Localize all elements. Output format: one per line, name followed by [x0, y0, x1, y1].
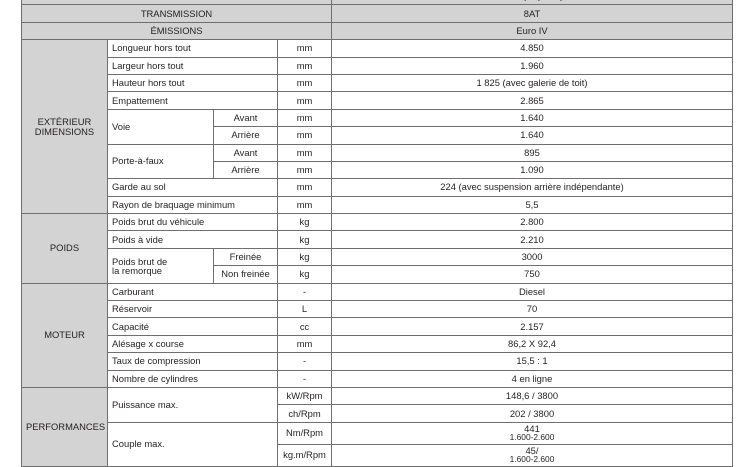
row-unit: kg: [278, 214, 332, 231]
row-unit: mm: [278, 179, 332, 196]
row-label: Carburant: [108, 283, 278, 300]
row-sublabel: Arrière: [214, 127, 278, 144]
row-label: Garde au sol: [108, 179, 278, 196]
row-unit: mm: [278, 196, 332, 213]
table-row: [22, 283, 733, 300]
row-value: 148,6 / 3800: [332, 387, 733, 404]
row-unit: L: [278, 301, 332, 318]
row-sublabel: Avant: [214, 109, 278, 126]
row-unit: mm: [278, 161, 332, 178]
specifications-table: [21, 0, 733, 467]
row-value-couple-nm: [332, 422, 733, 444]
row-unit: mm: [278, 109, 332, 126]
row-value: 2.157: [332, 318, 733, 335]
row-value: 1.640: [332, 109, 733, 126]
row-value: 3000: [332, 248, 733, 265]
row-label: Couple max.: [108, 422, 278, 466]
row-unit: -: [278, 283, 332, 300]
row-value: 4.850: [332, 40, 733, 57]
table-row: [22, 370, 733, 387]
row-unit: kW/Rpm: [278, 387, 332, 404]
row-label: Voie: [108, 109, 214, 144]
row-value: 5,5: [332, 196, 733, 213]
row-unit: ch/Rpm: [278, 405, 332, 422]
row-value: 2.800: [332, 214, 733, 231]
section-exterieur-dimensions: EXTÉRIEUR DIMENSIONS: [22, 40, 108, 214]
row-unit: mm: [278, 57, 332, 74]
row-label: Réservoir: [108, 301, 278, 318]
table-row: [22, 109, 733, 126]
row-unit: kg: [278, 266, 332, 283]
row-value: 1 825 (avec galerie de toit): [332, 74, 733, 91]
row-label: Rayon de braquage minimum: [108, 196, 278, 213]
value-line: 45/: [525, 445, 539, 457]
transmission-value: 8AT: [332, 5, 733, 22]
table-row: [22, 422, 733, 444]
row-unit: -: [278, 370, 332, 387]
row-label: Capacité: [108, 318, 278, 335]
row-unit: Nm/Rpm: [278, 422, 332, 444]
table-row: [22, 196, 733, 213]
row-value: 86,2 X 92,4: [332, 335, 733, 352]
table-row: [22, 57, 733, 74]
row-unit: mm: [278, 144, 332, 161]
row-unit: kg: [278, 231, 332, 248]
table-row: [22, 387, 733, 404]
value-line: 1.600-2.600: [509, 454, 555, 465]
row-value: 750: [332, 266, 733, 283]
row-label: Porte-à-faux: [108, 144, 214, 179]
row-label: Puissance max.: [108, 387, 278, 422]
row-unit: kg.m/Rpm: [278, 444, 332, 466]
section-performances: PERFORMANCES: [22, 387, 108, 466]
emissions-value: Euro IV: [332, 22, 733, 39]
table-row: [22, 74, 733, 91]
row-value: 2.865: [332, 92, 733, 109]
table-row: [22, 40, 733, 57]
row-unit: mm: [278, 40, 332, 57]
emissions-label: ÉMISSIONS: [22, 22, 332, 39]
row-label: Alésage x course: [108, 335, 278, 352]
row-label: Hauteur hors tout: [108, 74, 278, 91]
transmission-label: TRANSMISSION: [22, 5, 332, 22]
row-label: Largeur hors tout: [108, 57, 278, 74]
table-row: [22, 214, 733, 231]
row-unit: mm: [278, 92, 332, 109]
row-value: 70: [332, 301, 733, 318]
row-value: 895: [332, 144, 733, 161]
row-label-line: la remorque: [112, 264, 163, 276]
row-label-remorque: [108, 248, 214, 283]
table-row: [22, 5, 733, 22]
row-sublabel: Avant: [214, 144, 278, 161]
row-value: 15,5 : 1: [332, 353, 733, 370]
row-value: Diesel: [332, 283, 733, 300]
row-unit: cc: [278, 318, 332, 335]
row-label: Nombre de cylindres: [108, 370, 278, 387]
row-label: Taux de compression: [108, 353, 278, 370]
row-value: 4 en ligne: [332, 370, 733, 387]
value-line: 441: [524, 423, 540, 435]
row-value: 2.210: [332, 231, 733, 248]
row-value: 1.960: [332, 57, 733, 74]
row-unit: kg: [278, 248, 332, 265]
row-unit: mm: [278, 74, 332, 91]
row-label: Poids brut du véhicule: [108, 214, 278, 231]
row-value: 1.640: [332, 127, 733, 144]
table-row: [22, 22, 733, 39]
row-value: 1.090: [332, 161, 733, 178]
row-sublabel: Arrière: [214, 161, 278, 178]
row-sublabel: Freinée: [214, 248, 278, 265]
section-poids: POIDS: [22, 214, 108, 284]
table-row: [22, 92, 733, 109]
table-row: [22, 231, 733, 248]
row-value: 202 / 3800: [332, 405, 733, 422]
table-row: [22, 144, 733, 161]
table-row: [22, 248, 733, 265]
row-sublabel: Non freinée: [214, 266, 278, 283]
row-label: Longueur hors tout: [108, 40, 278, 57]
table-row: [22, 301, 733, 318]
row-label: Empattement: [108, 92, 278, 109]
row-value-couple-kgm: [332, 444, 733, 466]
row-label: Poids à vide: [108, 231, 278, 248]
row-unit: -: [278, 353, 332, 370]
value-line: 1.600-2.600: [509, 432, 555, 443]
row-unit: mm: [278, 335, 332, 352]
table-row: [22, 353, 733, 370]
row-label-line: Poids brut de: [112, 255, 168, 267]
row-unit: mm: [278, 127, 332, 144]
section-moteur: MOTEUR: [22, 283, 108, 387]
row-value: 224 (avec suspension arrière indépendante): [332, 179, 733, 196]
table-row: [22, 335, 733, 352]
table-row: [22, 318, 733, 335]
table-row: [22, 179, 733, 196]
